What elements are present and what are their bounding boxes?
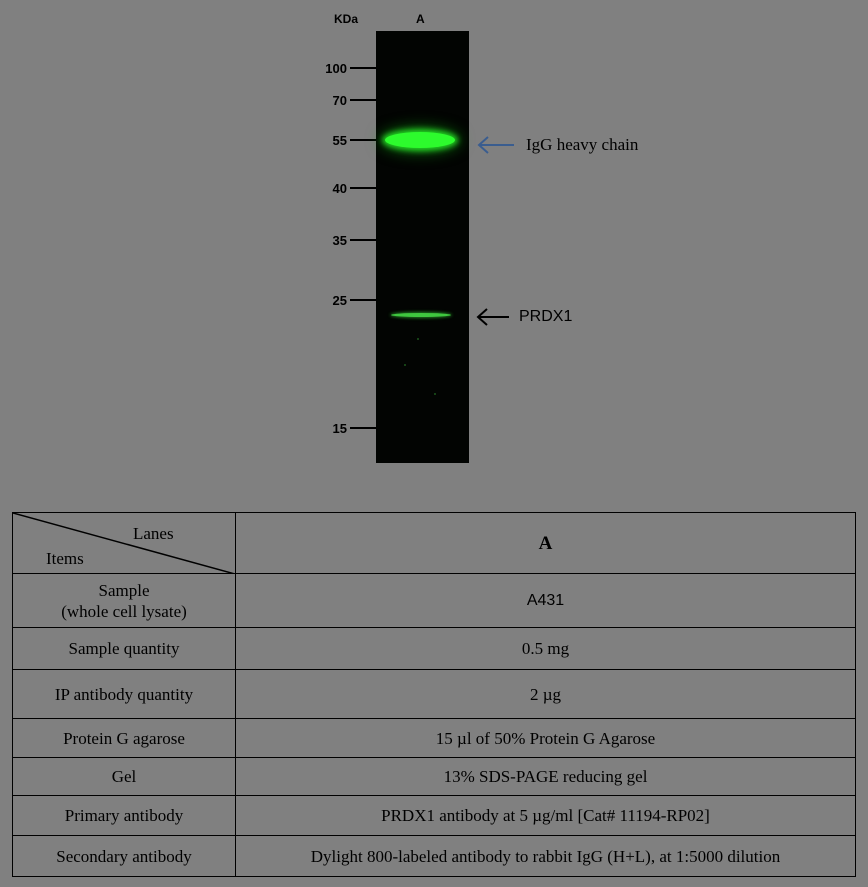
marker-tick bbox=[350, 139, 376, 141]
marker-label: 25 bbox=[332, 292, 347, 308]
prdx1-band bbox=[391, 313, 451, 317]
igg-annotation bbox=[476, 134, 638, 156]
table-row bbox=[13, 796, 856, 836]
row-value-protein-g-agarose: 15 µl of 50% Protein G Agarose bbox=[236, 719, 856, 758]
table-row bbox=[13, 719, 856, 758]
marker-70 bbox=[300, 91, 376, 109]
marker-tick bbox=[350, 99, 376, 101]
row-label-secondary-antibody: Secondary antibody bbox=[13, 836, 236, 877]
igg-heavy-chain-label: IgG heavy chain bbox=[526, 135, 639, 154]
row-value-ip-antibody-quantity: 2 µg bbox=[236, 670, 856, 719]
row-label-sample: Sample (whole cell lysate) bbox=[13, 574, 236, 628]
header-lane-a: A bbox=[236, 513, 856, 574]
table-row bbox=[13, 574, 856, 628]
marker-40 bbox=[300, 179, 376, 197]
igg-heavy-chain-band bbox=[385, 132, 455, 148]
marker-label: 15 bbox=[332, 420, 347, 436]
table-row bbox=[13, 836, 856, 877]
header-items-label: Items bbox=[46, 549, 84, 568]
table-row bbox=[13, 628, 856, 670]
row-value-sample: A431 bbox=[236, 574, 856, 628]
table-header-row bbox=[13, 513, 856, 574]
gel-speck bbox=[404, 364, 406, 366]
kda-unit-label: KDa bbox=[334, 12, 359, 26]
prdx1-label: PRDX1 bbox=[519, 308, 573, 325]
row-label-primary-antibody: Primary antibody bbox=[13, 796, 236, 836]
gel-speck bbox=[434, 393, 436, 395]
row-label-sample-quantity: Sample quantity bbox=[13, 628, 236, 670]
marker-label: 55 bbox=[332, 132, 347, 148]
marker-35 bbox=[300, 231, 376, 249]
marker-100 bbox=[300, 59, 376, 77]
marker-label: 70 bbox=[332, 92, 347, 108]
header-diagonal-cell bbox=[13, 513, 236, 574]
table-row bbox=[13, 758, 856, 796]
row-value-secondary-antibody: Dylight 800-labeled antibody to rabbit IgG (H+L), at 1:5000 dilution bbox=[236, 836, 856, 877]
table-row bbox=[13, 670, 856, 719]
marker-tick bbox=[350, 239, 376, 241]
gel-speck bbox=[417, 338, 419, 340]
left-arrow-icon bbox=[475, 306, 511, 328]
row-value-primary-antibody: PRDX1 antibody at 5 µg/ml [Cat# 11194-RP02] bbox=[236, 796, 856, 836]
row-label-gel: Gel bbox=[13, 758, 236, 796]
marker-label: 100 bbox=[325, 60, 347, 76]
gel-lane-image bbox=[376, 31, 469, 463]
marker-tick bbox=[350, 299, 376, 301]
marker-25 bbox=[300, 291, 376, 309]
left-arrow-icon bbox=[476, 134, 516, 156]
marker-label: 40 bbox=[332, 180, 347, 196]
marker-55 bbox=[300, 131, 376, 149]
row-value-gel: 13% SDS-PAGE reducing gel bbox=[236, 758, 856, 796]
header-lanes-label: Lanes bbox=[133, 524, 174, 543]
row-label-protein-g-agarose: Protein G agarose bbox=[13, 719, 236, 758]
row-label-ip-antibody-quantity: IP antibody quantity bbox=[13, 670, 236, 719]
marker-label: 35 bbox=[332, 232, 347, 248]
marker-tick bbox=[350, 67, 376, 69]
row-value-sample-quantity: 0.5 mg bbox=[236, 628, 856, 670]
marker-15 bbox=[300, 419, 376, 437]
marker-tick bbox=[350, 427, 376, 429]
experiment-conditions-table bbox=[12, 512, 856, 877]
prdx1-annotation bbox=[475, 306, 572, 328]
lane-a-label: A bbox=[416, 12, 425, 26]
marker-tick bbox=[350, 187, 376, 189]
